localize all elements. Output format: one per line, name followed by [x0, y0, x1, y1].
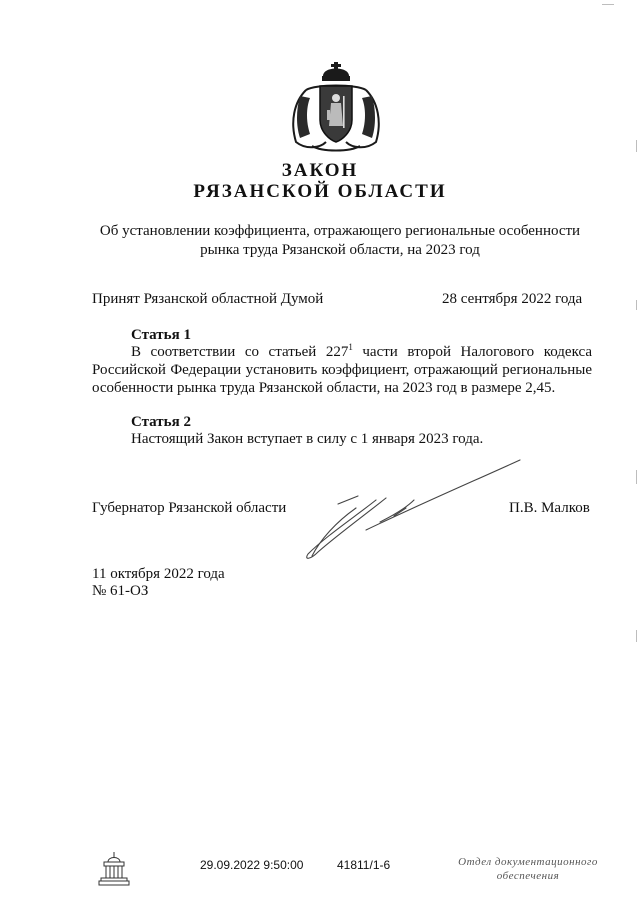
article1-line2: Российской Федерации установить коэффициент, отражающий региональные	[92, 362, 592, 378]
article1-superscript: 1	[348, 342, 353, 352]
footer-timestamp: 29.09.2022 9:50:00	[200, 858, 304, 872]
shield-icon	[320, 86, 352, 142]
department-stamp-line2: обеспечения	[496, 870, 560, 882]
article1-line1	[131, 343, 592, 361]
law-title-line2: РЯЗАНСКОЙ ОБЛАСТИ	[193, 181, 447, 202]
article1-line3: особенности рынка труда Рязанской области, на 2023 год в размере 2,45.	[92, 380, 556, 396]
footer-doc-code: 41811/1-6	[337, 858, 391, 872]
governor-position: Губернатор Рязанской области	[92, 500, 287, 516]
law-title-line1: ЗАКОН	[281, 160, 359, 181]
scan-edge-mark	[636, 300, 637, 310]
crown-icon	[322, 62, 350, 81]
law-subtitle-line2: рынка труда Рязанской области, на 2023 год	[200, 242, 480, 258]
handwritten-signature	[296, 456, 526, 566]
adoption-date: 28 сентября 2022 года	[442, 291, 583, 307]
article1-heading: Статья 1	[131, 327, 191, 343]
adopted-by: Принят Рязанской областной Думой	[92, 291, 324, 307]
governor-name: П.В. Малков	[509, 500, 590, 516]
building-logo-icon	[98, 850, 130, 888]
coat-of-arms-emblem	[286, 62, 386, 154]
law-number: № 61-ОЗ	[92, 583, 149, 599]
law-subtitle-line1: Об установлении коэффициента, отражающего региональные особенности	[99, 223, 581, 239]
article1-line1-text: В соответствии со статьей 227	[131, 344, 349, 360]
scan-edge-mark	[636, 630, 637, 642]
scan-edge-mark	[636, 140, 637, 152]
article2-heading: Статья 2	[131, 414, 191, 430]
signing-date: 11 октября 2022 года	[92, 566, 225, 582]
scan-edge-mark	[602, 4, 614, 5]
article1-line1-rest: части второй Налогового кодекса	[352, 344, 592, 360]
scan-edge-mark	[636, 470, 637, 484]
article2-text: Настоящий Закон вступает в силу с 1 января 2023 года.	[131, 431, 484, 447]
department-stamp-line1: Отдел документационного	[458, 856, 598, 868]
